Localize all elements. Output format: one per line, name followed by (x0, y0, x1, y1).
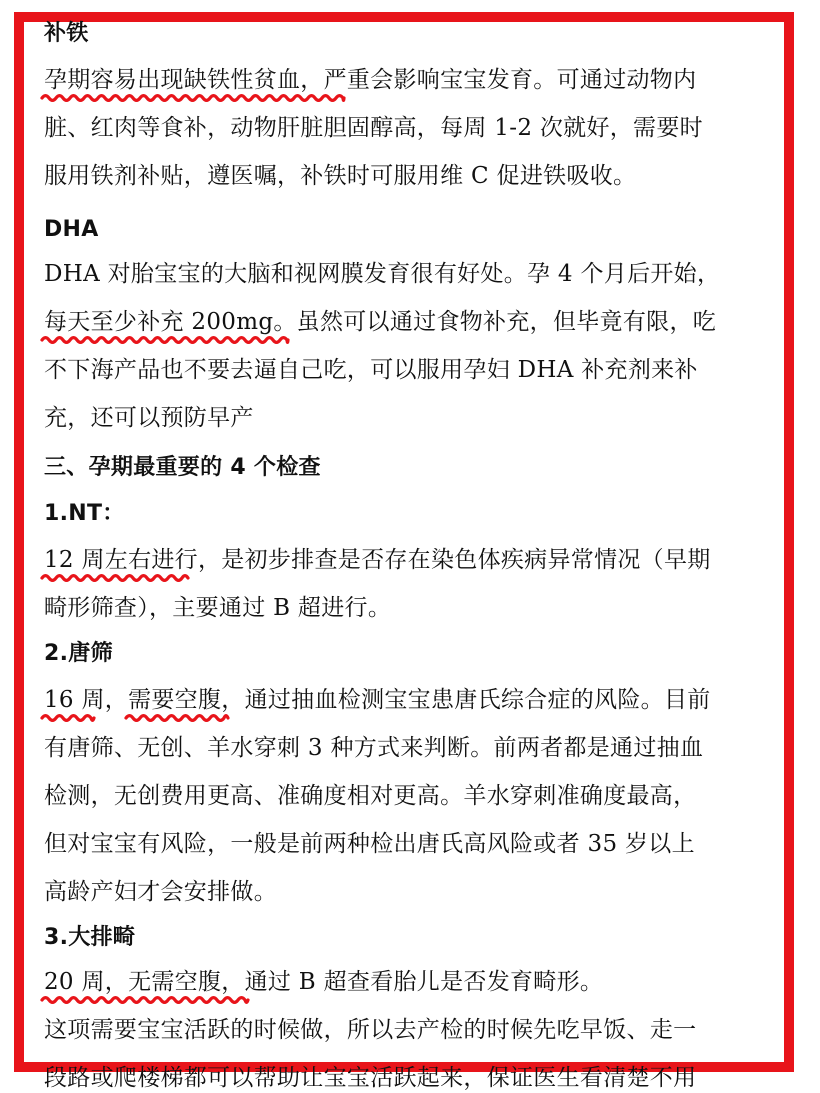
anomaly-underlined-phrase: 20 周，无需空腹， (44, 962, 245, 1002)
down-paragraph-line-4: 但对宝宝有风险，一般是前两种检出唐氏高风险或者 35 岁以上 (44, 831, 695, 857)
down-underlined-phrase-week: 16 周， (44, 680, 128, 720)
anomaly-paragraph-line-2: 这项需要宝宝活跃的时候做，所以去产检的时候先吃早饭、走一 (44, 1017, 697, 1043)
anomaly-scan-heading: 3.大排畸 (44, 925, 136, 950)
anomaly-paragraph-line-1: 20 周，无需空腹， 通过 B 超查看胎儿是否发育畸形。 (44, 962, 603, 1002)
iron-underlined-phrase: 孕期容易出现缺铁性贫血， (44, 60, 324, 100)
anomaly-paragraph-line-3: 段路或爬楼梯都可以帮助让宝宝活跃起来，保证医生看清楚不用 (44, 1065, 697, 1091)
dha-underlined-phrase: 每天至少补充 200mg。 (44, 302, 297, 342)
wavy-underline (40, 994, 250, 1006)
checks-heading: 三、孕期最重要的 4 个检查 (44, 455, 321, 480)
dha-paragraph-line-4: 充，还可以预防早产 (44, 405, 254, 431)
wavy-underline (40, 334, 290, 346)
wavy-underline (124, 712, 230, 724)
wavy-underline (40, 572, 190, 584)
dha-paragraph-line-1: DHA 对胎宝宝的大脑和视网膜发育很有好处。孕 4 个月后开始， (44, 261, 721, 287)
nt-underlined-phrase: 12 周左右进行， (44, 540, 221, 580)
nt-paragraph-line-1: 12 周左右进行， 是初步排查是否存在染色体疾病异常情况（早期 (44, 540, 711, 580)
iron-paragraph-line-3: 服用铁剂补贴，遵医嘱，补铁时可服用维 C 促进铁吸收。 (44, 163, 637, 189)
nt-heading: 1.NT： (44, 501, 125, 526)
dha-heading: DHA (44, 217, 99, 242)
down-screening-heading: 2.唐筛 (44, 641, 113, 666)
down-paragraph-line-2: 有唐筛、无创、羊水穿刺 3 种方式来判断。前两者都是通过抽血 (44, 735, 704, 761)
iron-heading: 补铁 (44, 21, 89, 46)
iron-paragraph-line-2: 脏、红肉等食补，动物肝脏胆固醇高，每周 1-2 次就好，需要时 (44, 115, 703, 141)
down-paragraph-line-5: 高龄产妇才会安排做。 (44, 879, 277, 905)
down-paragraph-line-3: 检测，无创费用更高、准确度相对更高。羊水穿刺准确度最高， (44, 783, 697, 809)
iron-paragraph-line-1: 孕期容易出现缺铁性贫血， 严重会影响宝宝发育。可通过动物内 (44, 60, 696, 100)
dha-paragraph-line-3: 不下海产品也不要去逼自己吃，可以服用孕妇 DHA 补充剂来补 (44, 357, 698, 383)
down-paragraph-line-1: 16 周， 需要空腹， 通过抽血检测宝宝患唐氏综合症的风险。目前 (44, 680, 711, 720)
nt-paragraph-line-2: 畸形筛查），主要通过 B 超进行。 (44, 595, 392, 621)
wavy-underline (40, 92, 346, 104)
dha-paragraph-line-2: 每天至少补充 200mg。 虽然可以通过食物补充，但毕竟有限，吃 (44, 302, 716, 342)
down-underlined-phrase-fasting: 需要空腹， (128, 680, 245, 720)
wavy-underline (40, 712, 96, 724)
